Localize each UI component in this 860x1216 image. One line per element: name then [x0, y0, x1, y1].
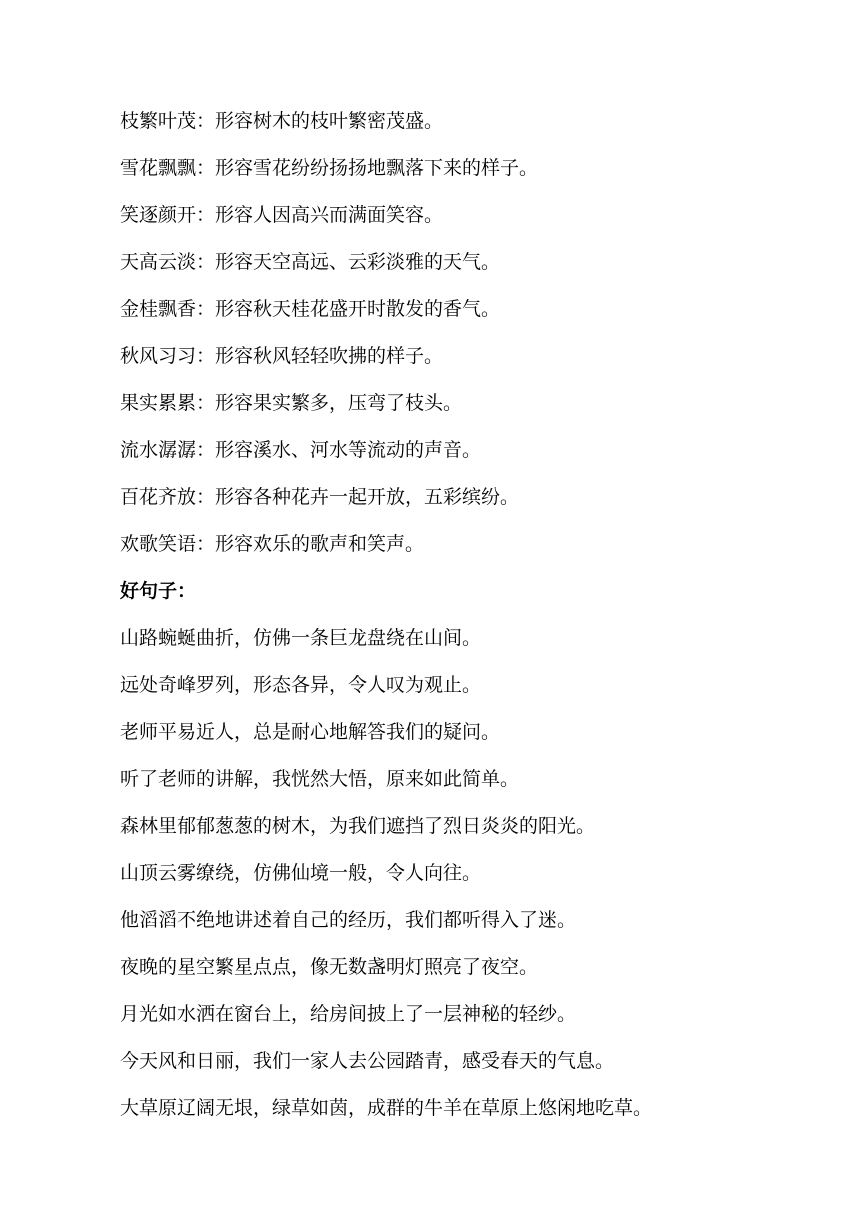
idiom-line: 笑逐颜开：形容人因高兴而满面笑容。 [120, 204, 444, 226]
document-page [120, 108, 820, 1142]
sentence-line: 他滔滔不绝地讲述着自己的经历，我们都听得入了迷。 [120, 909, 577, 931]
idiom-line: 欢歌笑语：形容欢乐的歌声和笑声。 [120, 533, 425, 555]
idiom-line: 百花齐放：形容各种花卉一起开放，五彩缤纷。 [120, 486, 520, 508]
sentence-line: 山路蜿蜒曲折，仿佛一条巨龙盘绕在山间。 [120, 627, 482, 649]
sentence-line: 今天风和日丽，我们一家人去公园踏青，感受春天的气息。 [120, 1050, 615, 1072]
sentences-heading: 好句子： [120, 580, 197, 602]
idiom-line: 天高云淡：形容天空高远、云彩淡雅的天气。 [120, 251, 501, 273]
idiom-line: 果实累累：形容果实繁多，压弯了枝头。 [120, 392, 463, 414]
sentence-line: 大草原辽阔无垠，绿草如茵，成群的牛羊在草原上悠闲地吃草。 [120, 1097, 653, 1119]
sentence-line: 听了老师的讲解，我恍然大悟，原来如此简单。 [120, 768, 520, 790]
idiom-line: 流水潺潺：形容溪水、河水等流动的声音。 [120, 439, 482, 461]
sentence-line: 夜晚的星空繁星点点，像无数盏明灯照亮了夜空。 [120, 956, 539, 978]
idiom-line: 枝繁叶茂：形容树木的枝叶繁密茂盛。 [120, 110, 444, 132]
sentence-line: 山顶云雾缭绕，仿佛仙境一般，令人向往。 [120, 862, 482, 884]
sentence-line: 月光如水洒在窗台上，给房间披上了一层神秘的轻纱。 [120, 1003, 577, 1025]
sentence-line: 森林里郁郁葱葱的树木，为我们遮挡了烈日炎炎的阳光。 [120, 815, 596, 837]
idiom-line: 金桂飘香：形容秋天桂花盛开时散发的香气。 [120, 298, 501, 320]
idiom-line: 秋风习习：形容秋风轻轻吹拂的样子。 [120, 345, 444, 367]
idiom-line: 雪花飘飘：形容雪花纷纷扬扬地飘落下来的样子。 [120, 157, 539, 179]
sentence-line: 远处奇峰罗列，形态各异，令人叹为观止。 [120, 674, 482, 696]
sentence-line: 老师平易近人，总是耐心地解答我们的疑问。 [120, 721, 501, 743]
